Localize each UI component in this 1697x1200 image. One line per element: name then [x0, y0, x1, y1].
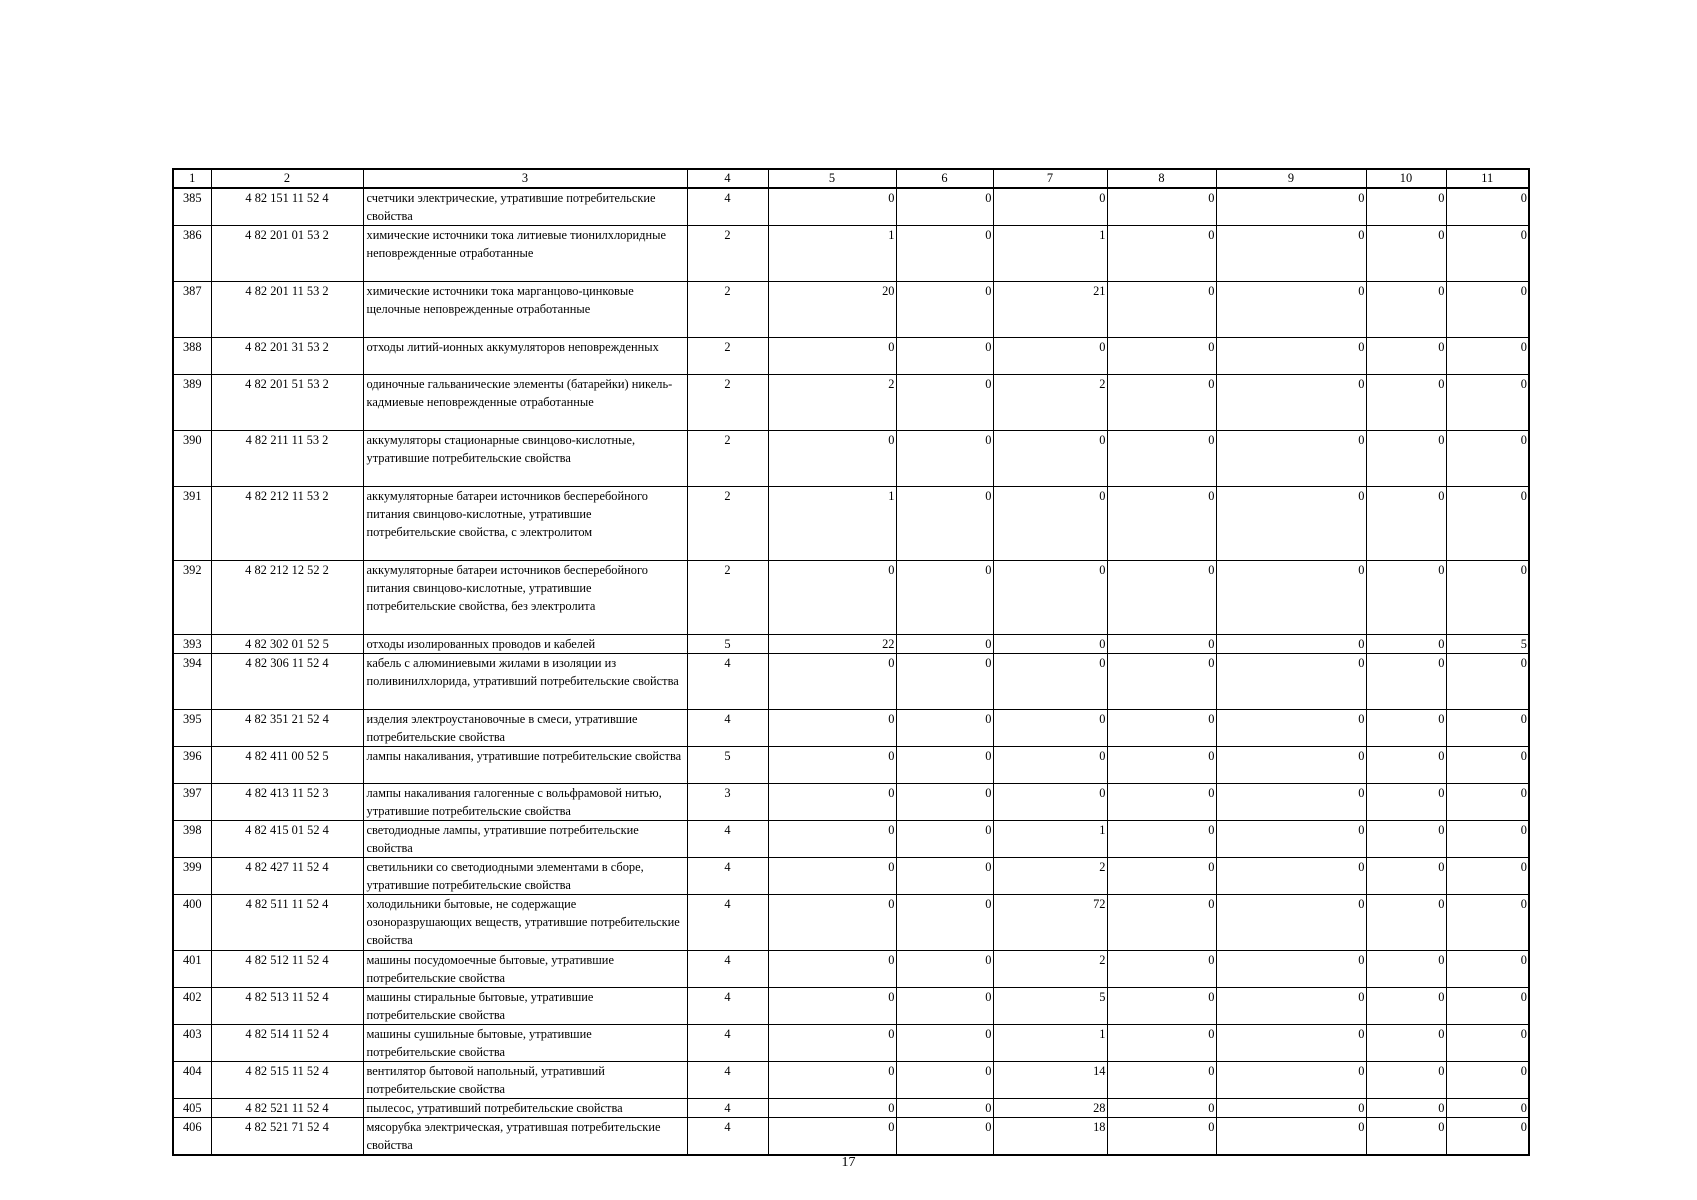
- value-cell-8: 0: [1107, 375, 1216, 431]
- table-row: [173, 1025, 1529, 1062]
- waste-name-cell: машины посудомоечные бытовые, утратившие потребительские свойства: [363, 951, 687, 988]
- value-cell-11: 0: [1446, 338, 1529, 375]
- waste-code-cell: 4 82 351 21 52 4: [211, 710, 363, 747]
- value-cell-11: 0: [1446, 1025, 1529, 1062]
- table-row: [173, 988, 1529, 1025]
- waste-code-cell: 4 82 512 11 52 4: [211, 951, 363, 988]
- value-cell-10: 0: [1366, 895, 1446, 951]
- value-cell-5: 0: [768, 1025, 896, 1062]
- hazard-class-cell: 4: [687, 951, 768, 988]
- value-cell-6: 0: [896, 747, 993, 784]
- value-cell-6: 0: [896, 1062, 993, 1099]
- value-cell-9: 0: [1216, 188, 1366, 226]
- hazard-class-cell: 4: [687, 858, 768, 895]
- waste-code-cell: 4 82 212 11 53 2: [211, 487, 363, 561]
- value-cell-9: 0: [1216, 710, 1366, 747]
- waste-name-cell: кабель с алюминиевыми жилами в изоляции из поливинилхлорида, утративший потребительские свойства: [363, 654, 687, 710]
- hazard-class-cell: 2: [687, 226, 768, 282]
- value-cell-10: 0: [1366, 226, 1446, 282]
- value-cell-7: 0: [993, 487, 1107, 561]
- value-cell-8: 0: [1107, 431, 1216, 487]
- row-number-cell: 399: [173, 858, 211, 895]
- column-header: 5: [768, 169, 896, 188]
- value-cell-5: 0: [768, 1099, 896, 1118]
- value-cell-5: 0: [768, 654, 896, 710]
- waste-code-cell: 4 82 201 51 53 2: [211, 375, 363, 431]
- waste-name-cell: счетчики электрические, утратившие потребительские свойства: [363, 188, 687, 226]
- value-cell-9: 0: [1216, 561, 1366, 635]
- value-cell-10: 0: [1366, 784, 1446, 821]
- value-cell-5: 0: [768, 188, 896, 226]
- column-header: 3: [363, 169, 687, 188]
- value-cell-5: 1: [768, 487, 896, 561]
- row-number-cell: 393: [173, 635, 211, 654]
- value-cell-6: 0: [896, 282, 993, 338]
- value-cell-8: 0: [1107, 821, 1216, 858]
- value-cell-7: 21: [993, 282, 1107, 338]
- waste-name-cell: светодиодные лампы, утратившие потребительские свойства: [363, 821, 687, 858]
- row-number-cell: 401: [173, 951, 211, 988]
- value-cell-7: 28: [993, 1099, 1107, 1118]
- value-cell-8: 0: [1107, 338, 1216, 375]
- value-cell-10: 0: [1366, 431, 1446, 487]
- value-cell-5: 20: [768, 282, 896, 338]
- value-cell-9: 0: [1216, 784, 1366, 821]
- value-cell-8: 0: [1107, 1118, 1216, 1156]
- column-header: 11: [1446, 169, 1529, 188]
- column-header: 9: [1216, 169, 1366, 188]
- table-row: [173, 282, 1529, 338]
- value-cell-7: 14: [993, 1062, 1107, 1099]
- value-cell-6: 0: [896, 1099, 993, 1118]
- value-cell-11: 5: [1446, 635, 1529, 654]
- hazard-class-cell: 3: [687, 784, 768, 821]
- waste-code-cell: 4 82 521 11 52 4: [211, 1099, 363, 1118]
- hazard-class-cell: 4: [687, 710, 768, 747]
- value-cell-9: 0: [1216, 821, 1366, 858]
- value-cell-10: 0: [1366, 487, 1446, 561]
- waste-data-table: [172, 168, 1530, 1156]
- value-cell-10: 0: [1366, 561, 1446, 635]
- value-cell-10: 0: [1366, 1118, 1446, 1156]
- value-cell-8: 0: [1107, 1099, 1216, 1118]
- value-cell-5: 0: [768, 895, 896, 951]
- column-header: 6: [896, 169, 993, 188]
- value-cell-7: 5: [993, 988, 1107, 1025]
- value-cell-5: 0: [768, 1118, 896, 1156]
- value-cell-11: 0: [1446, 226, 1529, 282]
- value-cell-8: 0: [1107, 1062, 1216, 1099]
- table-row: [173, 821, 1529, 858]
- hazard-class-cell: 4: [687, 1118, 768, 1156]
- row-number-cell: 397: [173, 784, 211, 821]
- value-cell-9: 0: [1216, 951, 1366, 988]
- value-cell-9: 0: [1216, 431, 1366, 487]
- table-row: [173, 747, 1529, 784]
- value-cell-8: 0: [1107, 654, 1216, 710]
- value-cell-8: 0: [1107, 282, 1216, 338]
- value-cell-11: 0: [1446, 1099, 1529, 1118]
- waste-name-cell: лампы накаливания, утратившие потребительские свойства: [363, 747, 687, 784]
- row-number-cell: 386: [173, 226, 211, 282]
- value-cell-6: 0: [896, 858, 993, 895]
- row-number-cell: 394: [173, 654, 211, 710]
- value-cell-11: 0: [1446, 710, 1529, 747]
- waste-code-cell: 4 82 521 71 52 4: [211, 1118, 363, 1156]
- value-cell-7: 0: [993, 747, 1107, 784]
- value-cell-8: 0: [1107, 951, 1216, 988]
- value-cell-7: 1: [993, 226, 1107, 282]
- hazard-class-cell: 4: [687, 988, 768, 1025]
- value-cell-11: 0: [1446, 375, 1529, 431]
- value-cell-6: 0: [896, 1118, 993, 1156]
- table-row: [173, 338, 1529, 375]
- value-cell-6: 0: [896, 431, 993, 487]
- value-cell-7: 0: [993, 338, 1107, 375]
- value-cell-7: 0: [993, 561, 1107, 635]
- value-cell-10: 0: [1366, 951, 1446, 988]
- value-cell-10: 0: [1366, 858, 1446, 895]
- hazard-class-cell: 4: [687, 654, 768, 710]
- value-cell-7: 18: [993, 1118, 1107, 1156]
- value-cell-7: 0: [993, 654, 1107, 710]
- value-cell-9: 0: [1216, 635, 1366, 654]
- value-cell-8: 0: [1107, 635, 1216, 654]
- value-cell-8: 0: [1107, 858, 1216, 895]
- value-cell-10: 0: [1366, 375, 1446, 431]
- waste-name-cell: машины сушильные бытовые, утратившие потребительские свойства: [363, 1025, 687, 1062]
- row-number-cell: 391: [173, 487, 211, 561]
- table-row: [173, 561, 1529, 635]
- value-cell-6: 0: [896, 226, 993, 282]
- row-number-cell: 390: [173, 431, 211, 487]
- value-cell-10: 0: [1366, 338, 1446, 375]
- value-cell-11: 0: [1446, 654, 1529, 710]
- waste-name-cell: отходы литий-ионных аккумуляторов неповрежденных: [363, 338, 687, 375]
- table-body: [173, 188, 1529, 1155]
- waste-name-cell: одиночные гальванические элементы (батарейки) никель-кадмиевые неповрежденные отработанные: [363, 375, 687, 431]
- waste-name-cell: вентилятор бытовой напольный, утративший потребительские свойства: [363, 1062, 687, 1099]
- value-cell-5: 0: [768, 561, 896, 635]
- value-cell-6: 0: [896, 188, 993, 226]
- value-cell-5: 22: [768, 635, 896, 654]
- table-row: [173, 1062, 1529, 1099]
- value-cell-5: 2: [768, 375, 896, 431]
- row-number-cell: 403: [173, 1025, 211, 1062]
- waste-code-cell: 4 82 302 01 52 5: [211, 635, 363, 654]
- value-cell-8: 0: [1107, 487, 1216, 561]
- waste-name-cell: мясорубка электрическая, утратившая потребительские свойства: [363, 1118, 687, 1156]
- value-cell-5: 0: [768, 1062, 896, 1099]
- hazard-class-cell: 4: [687, 1062, 768, 1099]
- value-cell-11: 0: [1446, 431, 1529, 487]
- value-cell-11: 0: [1446, 951, 1529, 988]
- value-cell-5: 0: [768, 784, 896, 821]
- table-row: [173, 635, 1529, 654]
- column-header: 1: [173, 169, 211, 188]
- value-cell-10: 0: [1366, 710, 1446, 747]
- value-cell-9: 0: [1216, 375, 1366, 431]
- value-cell-10: 0: [1366, 654, 1446, 710]
- value-cell-6: 0: [896, 988, 993, 1025]
- table-header-row: [173, 169, 1529, 188]
- waste-name-cell: светильники со светодиодными элементами в сборе, утратившие потребительские свойства: [363, 858, 687, 895]
- value-cell-6: 0: [896, 375, 993, 431]
- value-cell-11: 0: [1446, 895, 1529, 951]
- value-cell-11: 0: [1446, 747, 1529, 784]
- value-cell-8: 0: [1107, 747, 1216, 784]
- value-cell-7: 0: [993, 710, 1107, 747]
- value-cell-10: 0: [1366, 1062, 1446, 1099]
- value-cell-5: 0: [768, 988, 896, 1025]
- value-cell-6: 0: [896, 895, 993, 951]
- value-cell-8: 0: [1107, 1025, 1216, 1062]
- value-cell-5: 1: [768, 226, 896, 282]
- table-row: [173, 226, 1529, 282]
- table-row: [173, 951, 1529, 988]
- value-cell-6: 0: [896, 635, 993, 654]
- value-cell-6: 0: [896, 951, 993, 988]
- value-cell-8: 0: [1107, 710, 1216, 747]
- value-cell-11: 0: [1446, 858, 1529, 895]
- waste-code-cell: 4 82 514 11 52 4: [211, 1025, 363, 1062]
- waste-name-cell: лампы накаливания галогенные с вольфрамовой нитью, утратившие потребительские свойства: [363, 784, 687, 821]
- value-cell-11: 0: [1446, 282, 1529, 338]
- waste-code-cell: 4 82 201 31 53 2: [211, 338, 363, 375]
- waste-code-cell: 4 82 427 11 52 4: [211, 858, 363, 895]
- value-cell-7: 0: [993, 635, 1107, 654]
- value-cell-9: 0: [1216, 282, 1366, 338]
- hazard-class-cell: 4: [687, 1025, 768, 1062]
- hazard-class-cell: 4: [687, 188, 768, 226]
- value-cell-11: 0: [1446, 784, 1529, 821]
- value-cell-7: 0: [993, 784, 1107, 821]
- waste-code-cell: 4 82 515 11 52 4: [211, 1062, 363, 1099]
- hazard-class-cell: 2: [687, 431, 768, 487]
- waste-code-cell: 4 82 411 00 52 5: [211, 747, 363, 784]
- table-row: [173, 710, 1529, 747]
- column-header: 7: [993, 169, 1107, 188]
- waste-code-cell: 4 82 151 11 52 4: [211, 188, 363, 226]
- value-cell-9: 0: [1216, 747, 1366, 784]
- waste-name-cell: химические источники тока литиевые тионилхлоридные неповрежденные отработанные: [363, 226, 687, 282]
- value-cell-5: 0: [768, 858, 896, 895]
- value-cell-10: 0: [1366, 188, 1446, 226]
- waste-name-cell: аккумуляторные батареи источников бесперебойного питания свинцово-кислотные, утратившие потребительские свойства, без электролита: [363, 561, 687, 635]
- value-cell-9: 0: [1216, 1062, 1366, 1099]
- value-cell-9: 0: [1216, 988, 1366, 1025]
- value-cell-9: 0: [1216, 1118, 1366, 1156]
- hazard-class-cell: 4: [687, 821, 768, 858]
- value-cell-11: 0: [1446, 561, 1529, 635]
- hazard-class-cell: 2: [687, 561, 768, 635]
- value-cell-5: 0: [768, 710, 896, 747]
- value-cell-6: 0: [896, 821, 993, 858]
- hazard-class-cell: 5: [687, 635, 768, 654]
- value-cell-10: 0: [1366, 1099, 1446, 1118]
- waste-name-cell: пылесос, утративший потребительские свойства: [363, 1099, 687, 1118]
- hazard-class-cell: 4: [687, 1099, 768, 1118]
- value-cell-8: 0: [1107, 226, 1216, 282]
- value-cell-8: 0: [1107, 988, 1216, 1025]
- value-cell-5: 0: [768, 747, 896, 784]
- value-cell-5: 0: [768, 951, 896, 988]
- value-cell-11: 0: [1446, 988, 1529, 1025]
- table-row: [173, 895, 1529, 951]
- value-cell-11: 0: [1446, 188, 1529, 226]
- value-cell-8: 0: [1107, 561, 1216, 635]
- table-row: [173, 431, 1529, 487]
- value-cell-9: 0: [1216, 654, 1366, 710]
- row-number-cell: 395: [173, 710, 211, 747]
- waste-code-cell: 4 82 201 01 53 2: [211, 226, 363, 282]
- value-cell-6: 0: [896, 487, 993, 561]
- table-row: [173, 188, 1529, 226]
- value-cell-7: 1: [993, 821, 1107, 858]
- waste-code-cell: 4 82 415 01 52 4: [211, 821, 363, 858]
- table-row: [173, 784, 1529, 821]
- table-row: [173, 1118, 1529, 1156]
- value-cell-9: 0: [1216, 487, 1366, 561]
- row-number-cell: 385: [173, 188, 211, 226]
- value-cell-5: 0: [768, 431, 896, 487]
- page-number: 17: [841, 1155, 856, 1170]
- value-cell-9: 0: [1216, 226, 1366, 282]
- waste-code-cell: 4 82 201 11 53 2: [211, 282, 363, 338]
- waste-code-cell: 4 82 511 11 52 4: [211, 895, 363, 951]
- table-row: [173, 1099, 1529, 1118]
- hazard-class-cell: 2: [687, 338, 768, 375]
- value-cell-9: 0: [1216, 895, 1366, 951]
- row-number-cell: 389: [173, 375, 211, 431]
- hazard-class-cell: 4: [687, 895, 768, 951]
- value-cell-10: 0: [1366, 988, 1446, 1025]
- waste-code-cell: 4 82 306 11 52 4: [211, 654, 363, 710]
- table-row: [173, 487, 1529, 561]
- row-number-cell: 402: [173, 988, 211, 1025]
- column-header: 8: [1107, 169, 1216, 188]
- value-cell-5: 0: [768, 821, 896, 858]
- waste-code-cell: 4 82 513 11 52 4: [211, 988, 363, 1025]
- row-number-cell: 396: [173, 747, 211, 784]
- column-header: 10: [1366, 169, 1446, 188]
- waste-name-cell: машины стиральные бытовые, утратившие потребительские свойства: [363, 988, 687, 1025]
- column-header: 4: [687, 169, 768, 188]
- row-number-cell: 400: [173, 895, 211, 951]
- waste-code-cell: 4 82 211 11 53 2: [211, 431, 363, 487]
- value-cell-11: 0: [1446, 1062, 1529, 1099]
- value-cell-6: 0: [896, 784, 993, 821]
- value-cell-11: 0: [1446, 1118, 1529, 1156]
- row-number-cell: 387: [173, 282, 211, 338]
- row-number-cell: 405: [173, 1099, 211, 1118]
- waste-name-cell: изделия электроустановочные в смеси, утратившие потребительские свойства: [363, 710, 687, 747]
- waste-code-cell: 4 82 212 12 52 2: [211, 561, 363, 635]
- value-cell-9: 0: [1216, 1025, 1366, 1062]
- row-number-cell: 406: [173, 1118, 211, 1156]
- value-cell-7: 0: [993, 431, 1107, 487]
- value-cell-10: 0: [1366, 1025, 1446, 1062]
- table-row: [173, 858, 1529, 895]
- value-cell-10: 0: [1366, 821, 1446, 858]
- value-cell-5: 0: [768, 338, 896, 375]
- value-cell-9: 0: [1216, 858, 1366, 895]
- value-cell-8: 0: [1107, 895, 1216, 951]
- value-cell-6: 0: [896, 338, 993, 375]
- waste-name-cell: холодильники бытовые, не содержащие озоноразрушающих веществ, утратившие потребительские свойства: [363, 895, 687, 951]
- hazard-class-cell: 2: [687, 487, 768, 561]
- value-cell-7: 72: [993, 895, 1107, 951]
- value-cell-6: 0: [896, 710, 993, 747]
- row-number-cell: 392: [173, 561, 211, 635]
- row-number-cell: 404: [173, 1062, 211, 1099]
- value-cell-7: 2: [993, 951, 1107, 988]
- value-cell-8: 0: [1107, 784, 1216, 821]
- value-cell-11: 0: [1446, 821, 1529, 858]
- row-number-cell: 388: [173, 338, 211, 375]
- value-cell-7: 0: [993, 188, 1107, 226]
- value-cell-9: 0: [1216, 338, 1366, 375]
- row-number-cell: 398: [173, 821, 211, 858]
- value-cell-9: 0: [1216, 1099, 1366, 1118]
- value-cell-8: 0: [1107, 188, 1216, 226]
- waste-name-cell: аккумуляторные батареи источников бесперебойного питания свинцово-кислотные, утратившие потребительские свойства, с электролитом: [363, 487, 687, 561]
- value-cell-11: 0: [1446, 487, 1529, 561]
- value-cell-10: 0: [1366, 282, 1446, 338]
- waste-name-cell: химические источники тока марганцово-цинковые щелочные неповрежденные отработанные: [363, 282, 687, 338]
- value-cell-10: 0: [1366, 635, 1446, 654]
- waste-code-cell: 4 82 413 11 52 3: [211, 784, 363, 821]
- hazard-class-cell: 2: [687, 375, 768, 431]
- table-row: [173, 654, 1529, 710]
- value-cell-7: 1: [993, 1025, 1107, 1062]
- waste-name-cell: аккумуляторы стационарные свинцово-кислотные, утратившие потребительские свойства: [363, 431, 687, 487]
- column-header: 2: [211, 169, 363, 188]
- value-cell-10: 0: [1366, 747, 1446, 784]
- value-cell-6: 0: [896, 654, 993, 710]
- hazard-class-cell: 5: [687, 747, 768, 784]
- hazard-class-cell: 2: [687, 282, 768, 338]
- value-cell-6: 0: [896, 1025, 993, 1062]
- value-cell-7: 2: [993, 375, 1107, 431]
- waste-name-cell: отходы изолированных проводов и кабелей: [363, 635, 687, 654]
- value-cell-7: 2: [993, 858, 1107, 895]
- table-row: [173, 375, 1529, 431]
- value-cell-6: 0: [896, 561, 993, 635]
